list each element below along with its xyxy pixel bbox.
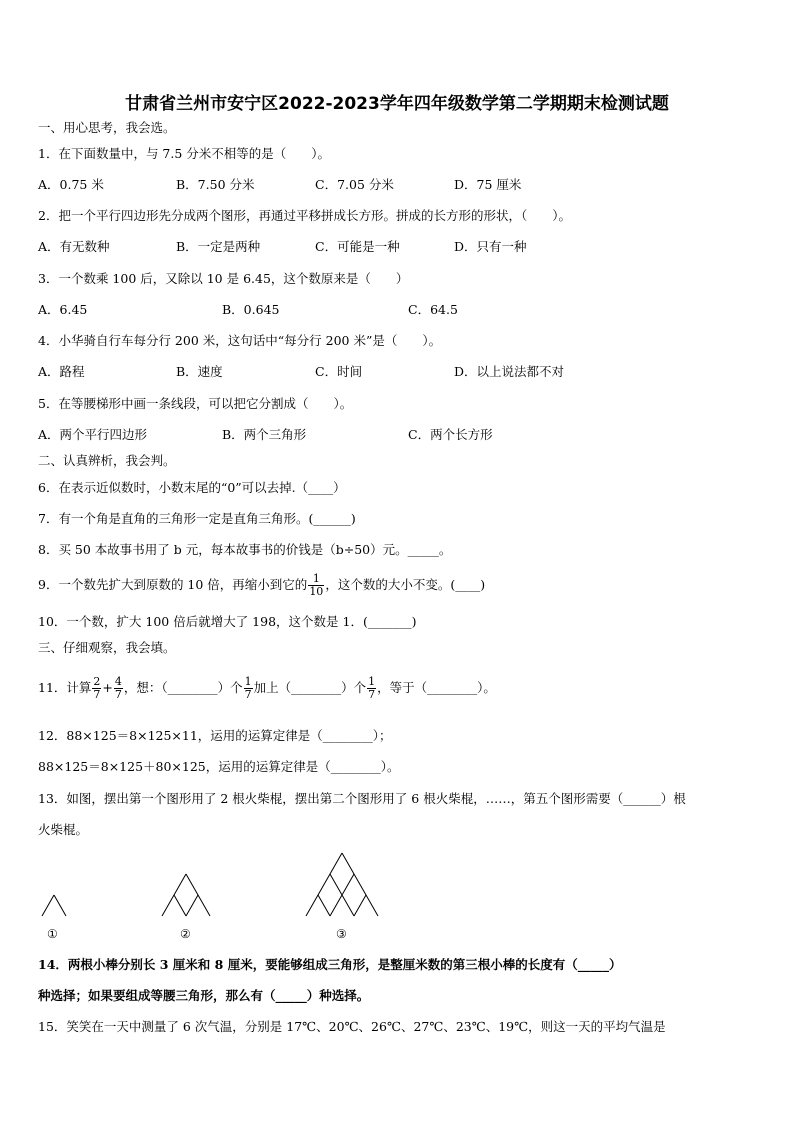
q1-option-c: C．7.05 分米: [315, 177, 394, 192]
q9-text-pre: 9．一个数先扩大到原数的 10 倍，再缩小到它的: [38, 577, 308, 592]
q11-text-mid1: ，想：（________）个: [123, 680, 243, 695]
question-12-line-2: 88×125＝8×125＋80×125，运用的运算定律是（________）。: [38, 759, 400, 774]
question-13-line-2: 火柴棍。: [38, 822, 89, 837]
q11-fraction-1-num: 2: [93, 675, 101, 688]
q11-fraction-3-den: 7: [244, 688, 252, 701]
question-14-line-1: 14．两根小棒分别长 3 厘米和 8 厘米，要能够组成三角形，是整厘米数的第三根小棒的长度有（_____）: [38, 957, 622, 972]
figure-label-1: ①: [47, 927, 58, 941]
q2-option-d: D．只有一种: [454, 239, 527, 254]
q1-option-a: A．0.75 米: [38, 177, 104, 192]
q1-option-d: D．75 厘米: [454, 177, 522, 192]
q9-denominator: 10: [309, 585, 324, 598]
q3-option-a: A．6.45: [38, 302, 88, 317]
q1-option-b: B．7.50 分米: [176, 177, 255, 192]
question-2: 2．把一个平行四边形先分成两个图形，再通过平移拼成长方形。拼成的长方形的形状，（ ）。: [38, 208, 571, 223]
q11-fraction-3-num: 1: [244, 675, 252, 688]
question-1: 1．在下面数量中，与 7.5 分米不相等的是（ ）。: [38, 146, 331, 161]
section-heading-1: 一、用心思考，我会选。: [38, 120, 176, 135]
q11-fraction-4-num: 1: [368, 675, 376, 688]
matchstick-figure-3: [306, 853, 378, 916]
matchstick-figure-1: [42, 895, 66, 916]
q11-fraction-2-num: 4: [114, 675, 122, 688]
question-14-line-2: 种选择；如果要组成等腰三角形，那么有（_____）种选择。: [38, 988, 370, 1003]
question-8: 8．买 50 本故事书用了 b 元，每本故事书的价钱是（b÷50）元。_____。: [38, 542, 452, 557]
q5-option-a: A．两个平行四边形: [38, 427, 148, 442]
page-title: 甘肃省兰州市安宁区2022-2023学年四年级数学第二学期期末检测试题: [125, 94, 669, 114]
q4-option-d: D．以上说法都不对: [454, 364, 565, 379]
q11-plus: +: [102, 680, 113, 695]
question-3: 3．一个数乘 100 后，又除以 10 是 6.45，这个数原来是（ ）: [38, 271, 409, 286]
matchstick-figure-2: [162, 874, 210, 916]
q11-fraction-4-den: 7: [368, 688, 376, 701]
question-5: 5．在等腰梯形中画一条线段，可以把它分割成（ ）。: [38, 396, 353, 411]
q2-option-b: B．一定是两种: [176, 239, 261, 254]
question-4: 4．小华骑自行车每分行 200 米，这句话中“每分行 200 米”是（ ）。: [38, 333, 442, 348]
q3-option-c: C．64.5: [408, 302, 458, 317]
section-heading-2: 二、认真辨析，我会判。: [38, 453, 176, 468]
q9-numerator: 1: [308, 573, 324, 586]
q9-text-post: ，这个数的大小不变。(____): [325, 577, 486, 592]
figure-label-3: ③: [336, 927, 347, 941]
question-7: 7．有一个角是直角的三角形一定是直角三角形。(______): [38, 511, 356, 526]
q4-option-b: B．速度: [176, 364, 223, 379]
q11-text-post: ，等于（________）。: [377, 680, 496, 695]
q4-option-a: A．路程: [38, 364, 85, 379]
question-12-line-1: 12．88×125＝8×125×11，运用的运算定律是（________）；: [38, 728, 392, 743]
q5-option-b: B．两个三角形: [222, 427, 307, 442]
q3-option-b: B．0.645: [222, 302, 280, 317]
question-10: 10．一个数，扩大 100 倍后就增大了 198，这个数是 1．(_______): [38, 614, 417, 629]
q11-fraction-2-den: 7: [114, 688, 122, 701]
q11-text-mid2: 加上（________）个: [253, 680, 367, 695]
q2-option-c: C．可能是一种: [315, 239, 400, 254]
question-15: 15．笑笑在一天中测量了 6 次气温，分别是 17℃、20℃、26℃、27℃、23℃、19℃，则这一天的平均气温是: [38, 1019, 666, 1034]
section-heading-3: 三、仔细观察，我会填。: [38, 640, 176, 655]
figure-label-2: ②: [180, 927, 191, 941]
q2-option-a: A．有无数种: [38, 239, 110, 254]
q4-option-c: C．时间: [315, 364, 363, 379]
q5-option-c: C．两个长方形: [408, 427, 493, 442]
q11-fraction-1-den: 7: [93, 688, 101, 701]
q11-text-pre: 11．计算: [38, 680, 92, 695]
question-13-line-1: 13．如图，摆出第一个图形用了 2 根火柴棍，摆出第二个图形用了 6 根火柴棍，……，第五个图形需要（______）根: [38, 791, 686, 806]
question-6: 6．在表示近似数时，小数末尾的“0”可以去掉.（____）: [38, 480, 346, 495]
